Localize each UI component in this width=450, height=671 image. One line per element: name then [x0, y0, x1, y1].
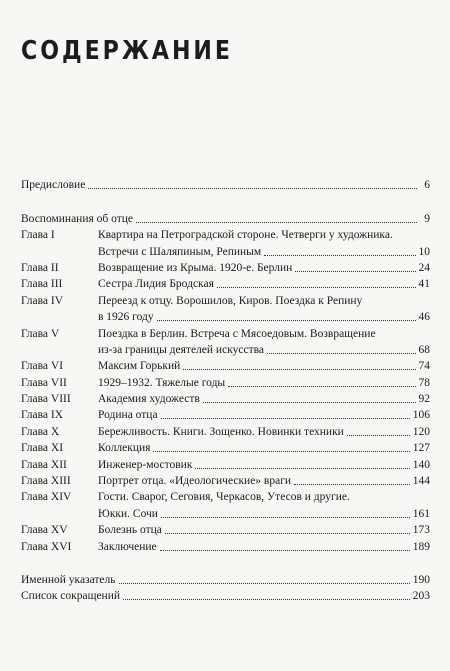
- entry-title: Родина отца: [98, 409, 158, 422]
- page-number: 106: [412, 409, 430, 422]
- toc-chapter-3: [21, 275, 430, 291]
- entry-title: 1929–1932. Тяжелые годы: [98, 376, 226, 389]
- dot-leader: [183, 368, 415, 370]
- entry-title: Юкки. Сочи: [98, 507, 158, 520]
- entry-title: Именной указатель: [21, 573, 116, 586]
- entry-title: Возвращение из Крыма. 1920-е. Берлин: [98, 261, 293, 274]
- page-number: 41: [418, 278, 430, 291]
- dot-leader: [295, 270, 415, 272]
- entry-title: из-за границы деятелей искусства: [98, 343, 264, 356]
- toc-entry-abbreviations: [21, 587, 430, 603]
- page-number: 9: [424, 212, 430, 225]
- entry-title: Академия художеств: [98, 393, 200, 406]
- toc-chapter-8: [21, 390, 430, 406]
- dot-leader: [264, 254, 415, 256]
- toc-chapter-5-cont: [21, 341, 430, 357]
- chapter-label: Глава XIV: [21, 491, 72, 504]
- dot-leader: [347, 434, 410, 436]
- chapter-label: Глава XII: [21, 458, 67, 471]
- entry-title: Переезд к отцу. Ворошилов, Киров. Поездка к Репину: [98, 294, 363, 307]
- chapter-label: Глава X: [21, 425, 60, 438]
- entry-title: Сестра Лидия Бродская: [98, 278, 214, 291]
- chapter-label: Глава XI: [21, 442, 64, 455]
- page-number: 92: [418, 393, 430, 406]
- toc-chapter-5: [21, 324, 430, 340]
- table-of-contents: [21, 176, 430, 603]
- chapter-label: Глава III: [21, 278, 63, 291]
- toc-entry-name-index: [21, 571, 430, 587]
- dot-leader: [228, 385, 415, 387]
- chapter-label: Глава XV: [21, 524, 68, 537]
- toc-chapter-1-cont: [21, 242, 430, 258]
- toc-chapter-12: [21, 455, 430, 471]
- page-number: 190: [412, 573, 430, 586]
- page-number: 189: [412, 540, 430, 553]
- entry-title: Максим Горький: [98, 360, 181, 373]
- dot-leader: [165, 532, 410, 534]
- entry-title: Коллекция: [98, 442, 151, 455]
- dot-leader: [161, 417, 410, 419]
- page-number: 6: [424, 179, 430, 192]
- toc-chapter-13: [21, 472, 430, 488]
- toc-chapter-1: [21, 226, 430, 242]
- chapter-label: Глава VI: [21, 360, 64, 373]
- dot-leader: [195, 467, 409, 469]
- entry-title: в 1926 году: [98, 311, 154, 324]
- toc-chapter-14: [21, 488, 430, 504]
- dot-leader: [203, 401, 416, 403]
- entry-title: Поездка в Берлин. Встреча с Мясоедовым. Возвращение: [98, 327, 376, 340]
- page-number: 46: [418, 311, 430, 324]
- page-number: 173: [412, 524, 430, 537]
- toc-chapter-16: [21, 537, 430, 553]
- entry-title: Болезнь отца: [98, 524, 162, 537]
- toc-chapter-2: [21, 259, 430, 275]
- dot-leader: [157, 319, 416, 321]
- dot-leader: [161, 516, 410, 518]
- toc-entry-memories: [21, 209, 430, 225]
- toc-chapter-11: [21, 439, 430, 455]
- chapter-label: Глава XIII: [21, 475, 71, 488]
- page-number: 10: [418, 245, 430, 258]
- page-number: 140: [412, 458, 430, 471]
- dot-leader: [153, 450, 409, 452]
- toc-chapter-15: [21, 521, 430, 537]
- dot-leader: [160, 549, 410, 551]
- entry-title: Заключение: [98, 540, 157, 553]
- entry-title: Бережливость. Книги. Зощенко. Новинки техники: [98, 425, 344, 438]
- dot-leader: [267, 352, 416, 354]
- toc-chapter-7: [21, 373, 430, 389]
- dot-leader: [123, 598, 410, 600]
- toc-chapter-4-cont: [21, 308, 430, 324]
- page-number: 120: [412, 425, 430, 438]
- toc-chapter-6: [21, 357, 430, 373]
- toc-chapter-4: [21, 291, 430, 307]
- chapter-label: Глава V: [21, 327, 60, 340]
- page-number: 144: [412, 475, 430, 488]
- chapter-label: Глава VII: [21, 376, 67, 389]
- dot-leader: [294, 483, 410, 485]
- page-number: 68: [418, 343, 430, 356]
- chapter-label: Глава XVI: [21, 540, 72, 553]
- entry-title: Предисловие: [21, 179, 86, 192]
- toc-chapter-14-cont: [21, 504, 430, 520]
- page-number: 161: [412, 507, 430, 520]
- entry-title: Воспоминания об отце: [21, 212, 134, 225]
- page-number: 24: [418, 261, 430, 274]
- page-number: 127: [412, 442, 430, 455]
- entry-title: Портрет отца. «Идеологические» враги: [98, 475, 292, 488]
- chapter-label: Глава II: [21, 261, 59, 274]
- page-number: 78: [418, 376, 430, 389]
- chapter-label: Глава VIII: [21, 393, 71, 406]
- chapter-label: Глава IX: [21, 409, 64, 422]
- toc-entry-preface: [21, 176, 430, 192]
- page-title: СОДЕРЖАНИЕ: [21, 36, 233, 66]
- page-number: 203: [412, 590, 430, 603]
- chapter-label: Глава I: [21, 229, 55, 242]
- toc-chapter-9: [21, 406, 430, 422]
- dot-leader: [119, 582, 410, 584]
- entry-title: Список сокращений: [21, 590, 121, 603]
- entry-title: Инженер-мостовик: [98, 458, 193, 471]
- dot-leader: [136, 221, 417, 223]
- entry-title: Квартира на Петроградской стороне. Четверги у художника.: [98, 229, 393, 242]
- dot-leader: [217, 286, 416, 288]
- entry-title: Гости. Сварог, Сеговия, Черкасов, Утесов и другие.: [98, 491, 350, 504]
- chapter-label: Глава IV: [21, 294, 64, 307]
- entry-title: Встречи с Шаляпиным, Репиным: [98, 245, 262, 258]
- dot-leader: [88, 187, 417, 189]
- toc-chapter-10: [21, 422, 430, 438]
- page-number: 74: [418, 360, 430, 373]
